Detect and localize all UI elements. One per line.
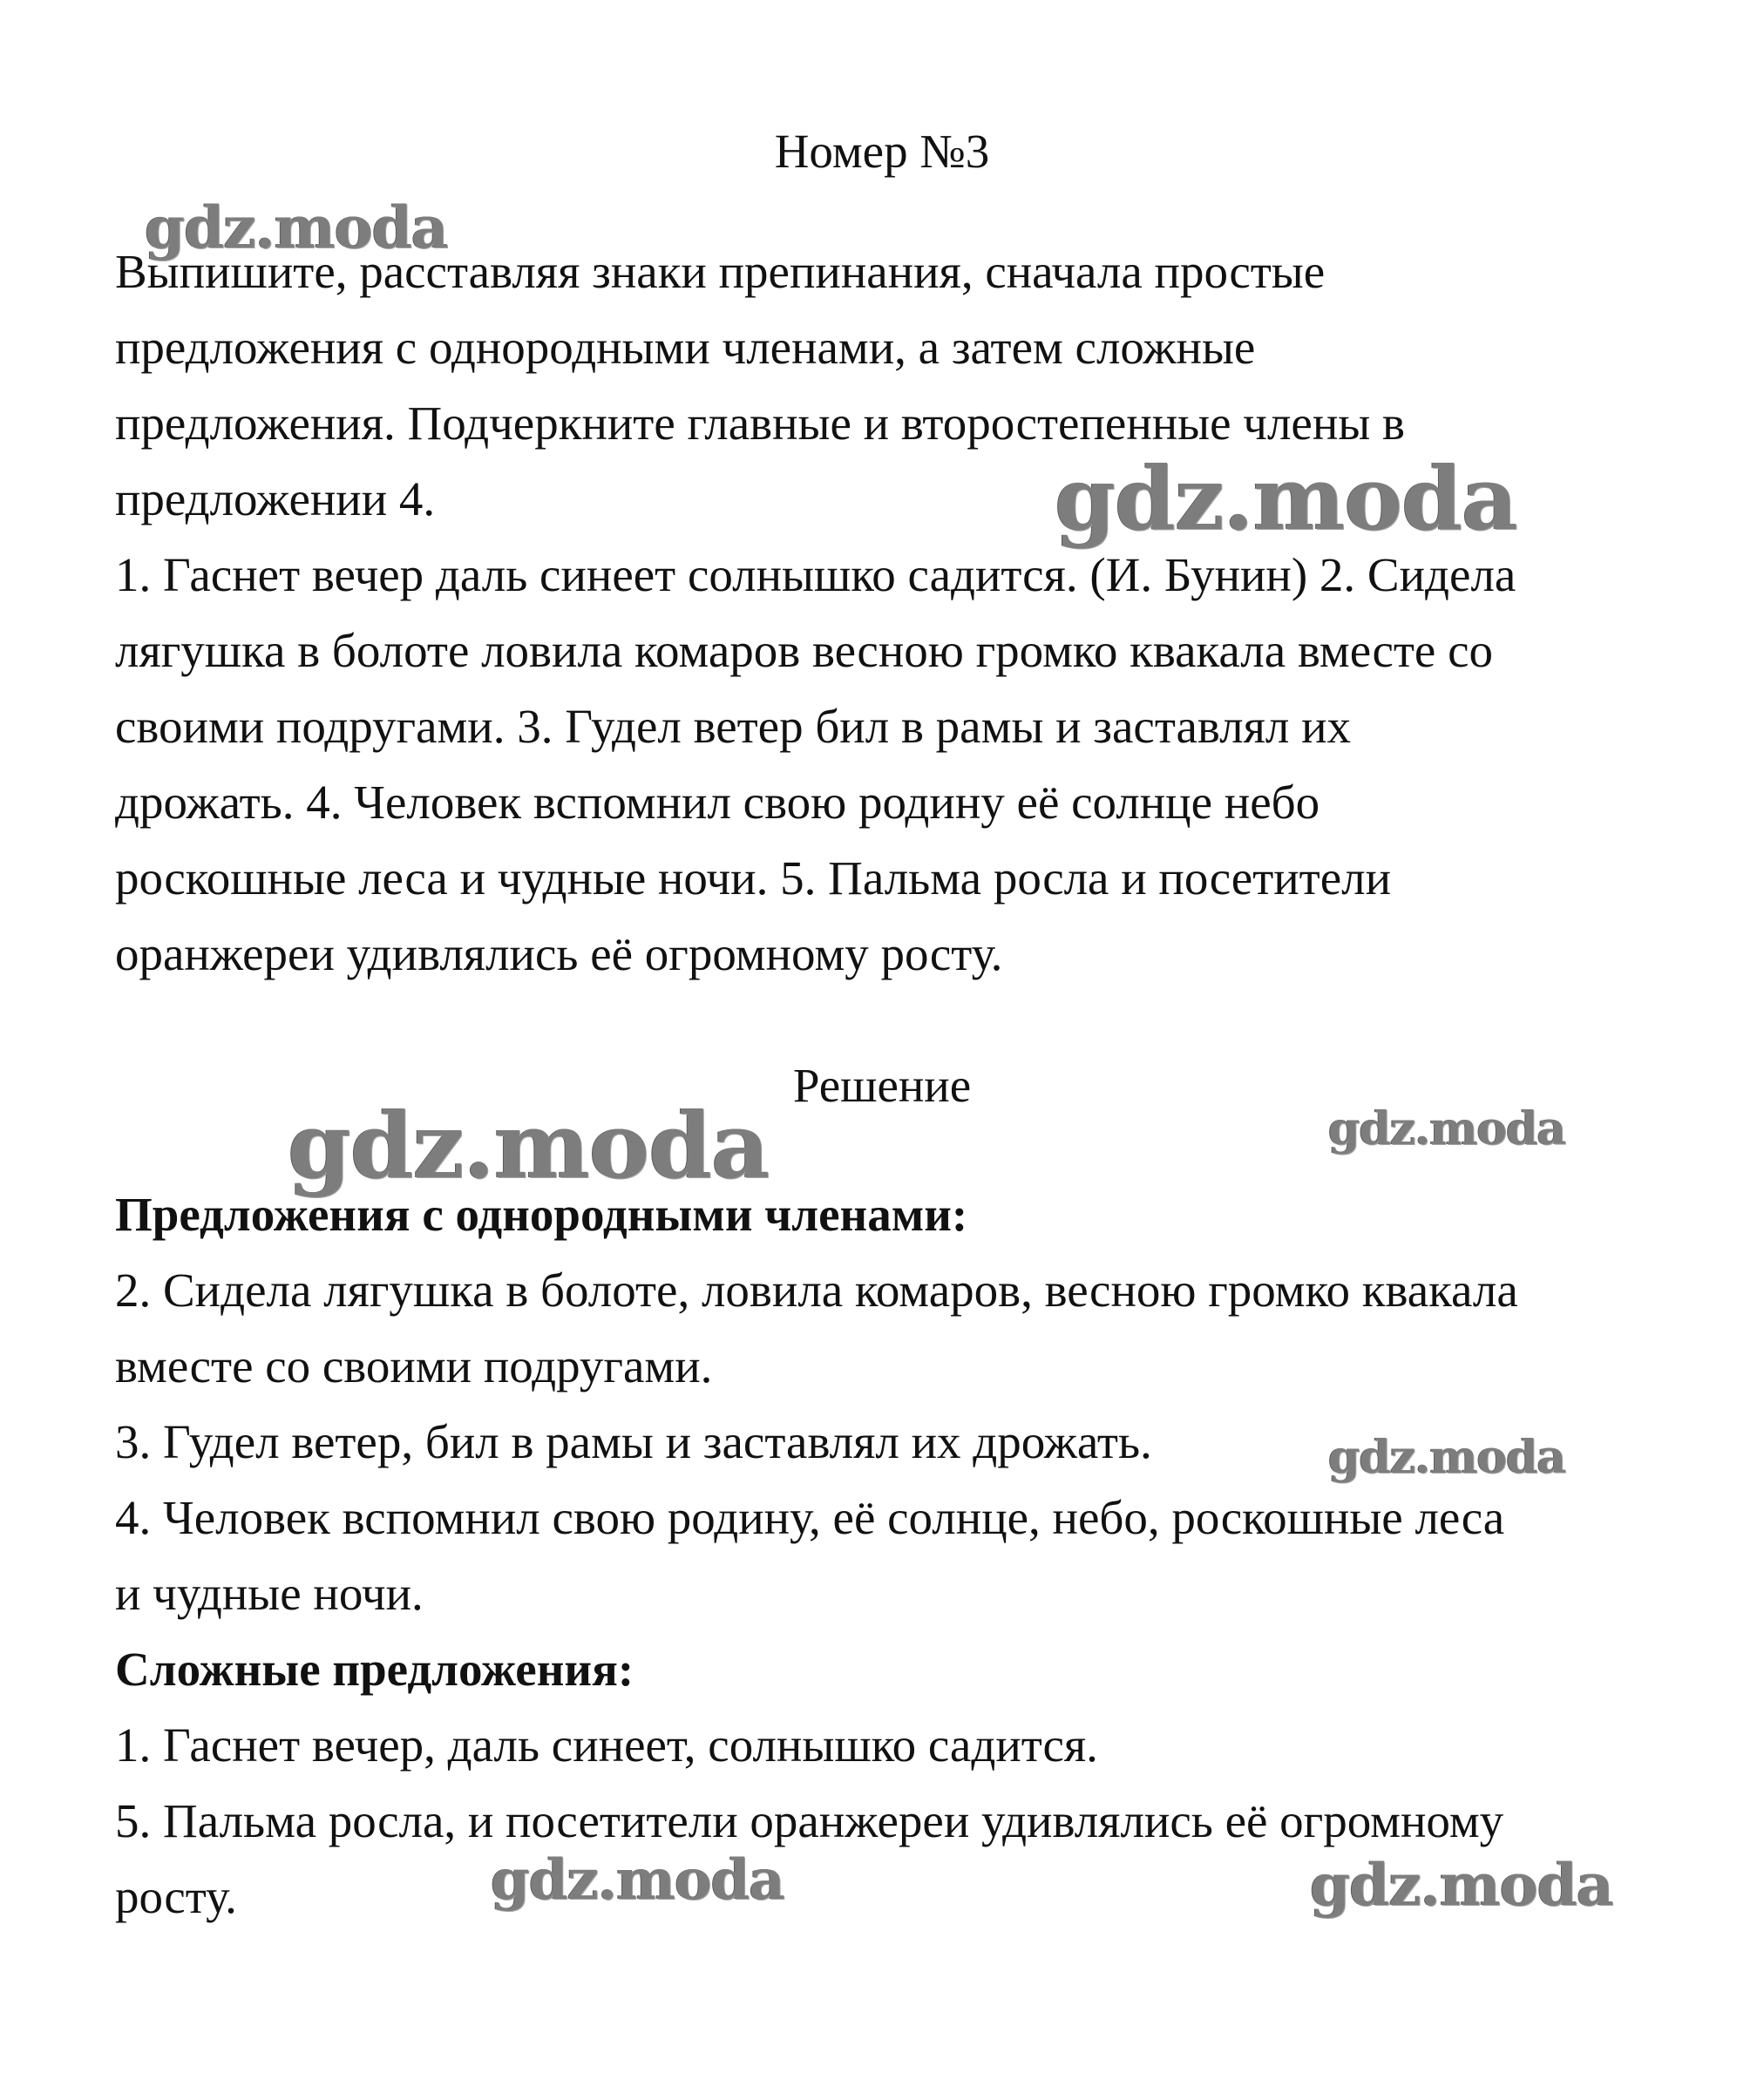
task-line-10: оранжереи удивлялись её огромному росту. (115, 927, 1003, 980)
task-line-8: дрожать. 4. Человек вспомнил свою родину её солнце небо (115, 776, 1320, 829)
watermark-logo: gdz.moda (1328, 1102, 1566, 1155)
watermark-logo: gdz.moda (288, 1092, 770, 1199)
solution-line-6: 1. Гаснет вечер, даль синеет, солнышко садится. (115, 1718, 1098, 1772)
task-line-2: предложения с однородными членами, а затем сложные (115, 321, 1256, 374)
task-line-9: роскошные леса и чудные ночи. 5. Пальма росла и посетители (115, 851, 1391, 905)
watermark-logo: gdz.moda (145, 193, 448, 261)
section-heading-complex: Сложные предложения: (115, 1643, 634, 1696)
watermark-logo: gdz.moda (1310, 1851, 1613, 1919)
task-line-1: Выпишите, расставляя знаки препинания, сначала простые (115, 245, 1326, 298)
task-line-3: предложения. Подчеркните главные и второстепенные члены в (115, 396, 1405, 450)
solution-heading: Решение (792, 1059, 972, 1112)
solution-line-7: 5. Пальма росла, и посетители оранжереи удивлялись её огромному (115, 1794, 1504, 1847)
task-line-6: лягушка в болоте ловила комаров весною громко квакала вместе со (115, 624, 1494, 677)
solution-line-4: 4. Человек вспомнил свою родину, её солнце, небо, роскошные леса (115, 1491, 1505, 1544)
solution-line-3: 3. Гудел ветер, бил в рамы и заставлял их дрожать. (115, 1415, 1152, 1468)
watermark-logo: gdz.moda (1055, 447, 1517, 550)
task-line-5: 1. Гаснет вечер даль синеет солнышко садится. (И. Бунин) 2. Сидела (115, 548, 1516, 601)
solution-line-1: 2. Сидела лягушка в болоте, ловила комаров, весною громко квакала (115, 1264, 1518, 1317)
task-line-7: своими подругами. 3. Гудел ветер бил в рамы и заставлял их (115, 700, 1352, 753)
solution-line-8: росту. (115, 1870, 237, 1923)
watermark-logo: gdz.moda (1328, 1431, 1566, 1484)
task-line-4: предложении 4. (115, 472, 436, 525)
solution-line-5: и чудные ночи. (115, 1567, 424, 1620)
section-heading-homogeneous: Предложения с однородными членами: (115, 1188, 968, 1241)
page-title: Номер №3 (774, 125, 990, 178)
watermark-logo: gdz.moda (491, 1847, 784, 1913)
solution-line-2: вместе со своими подругами. (115, 1339, 713, 1392)
